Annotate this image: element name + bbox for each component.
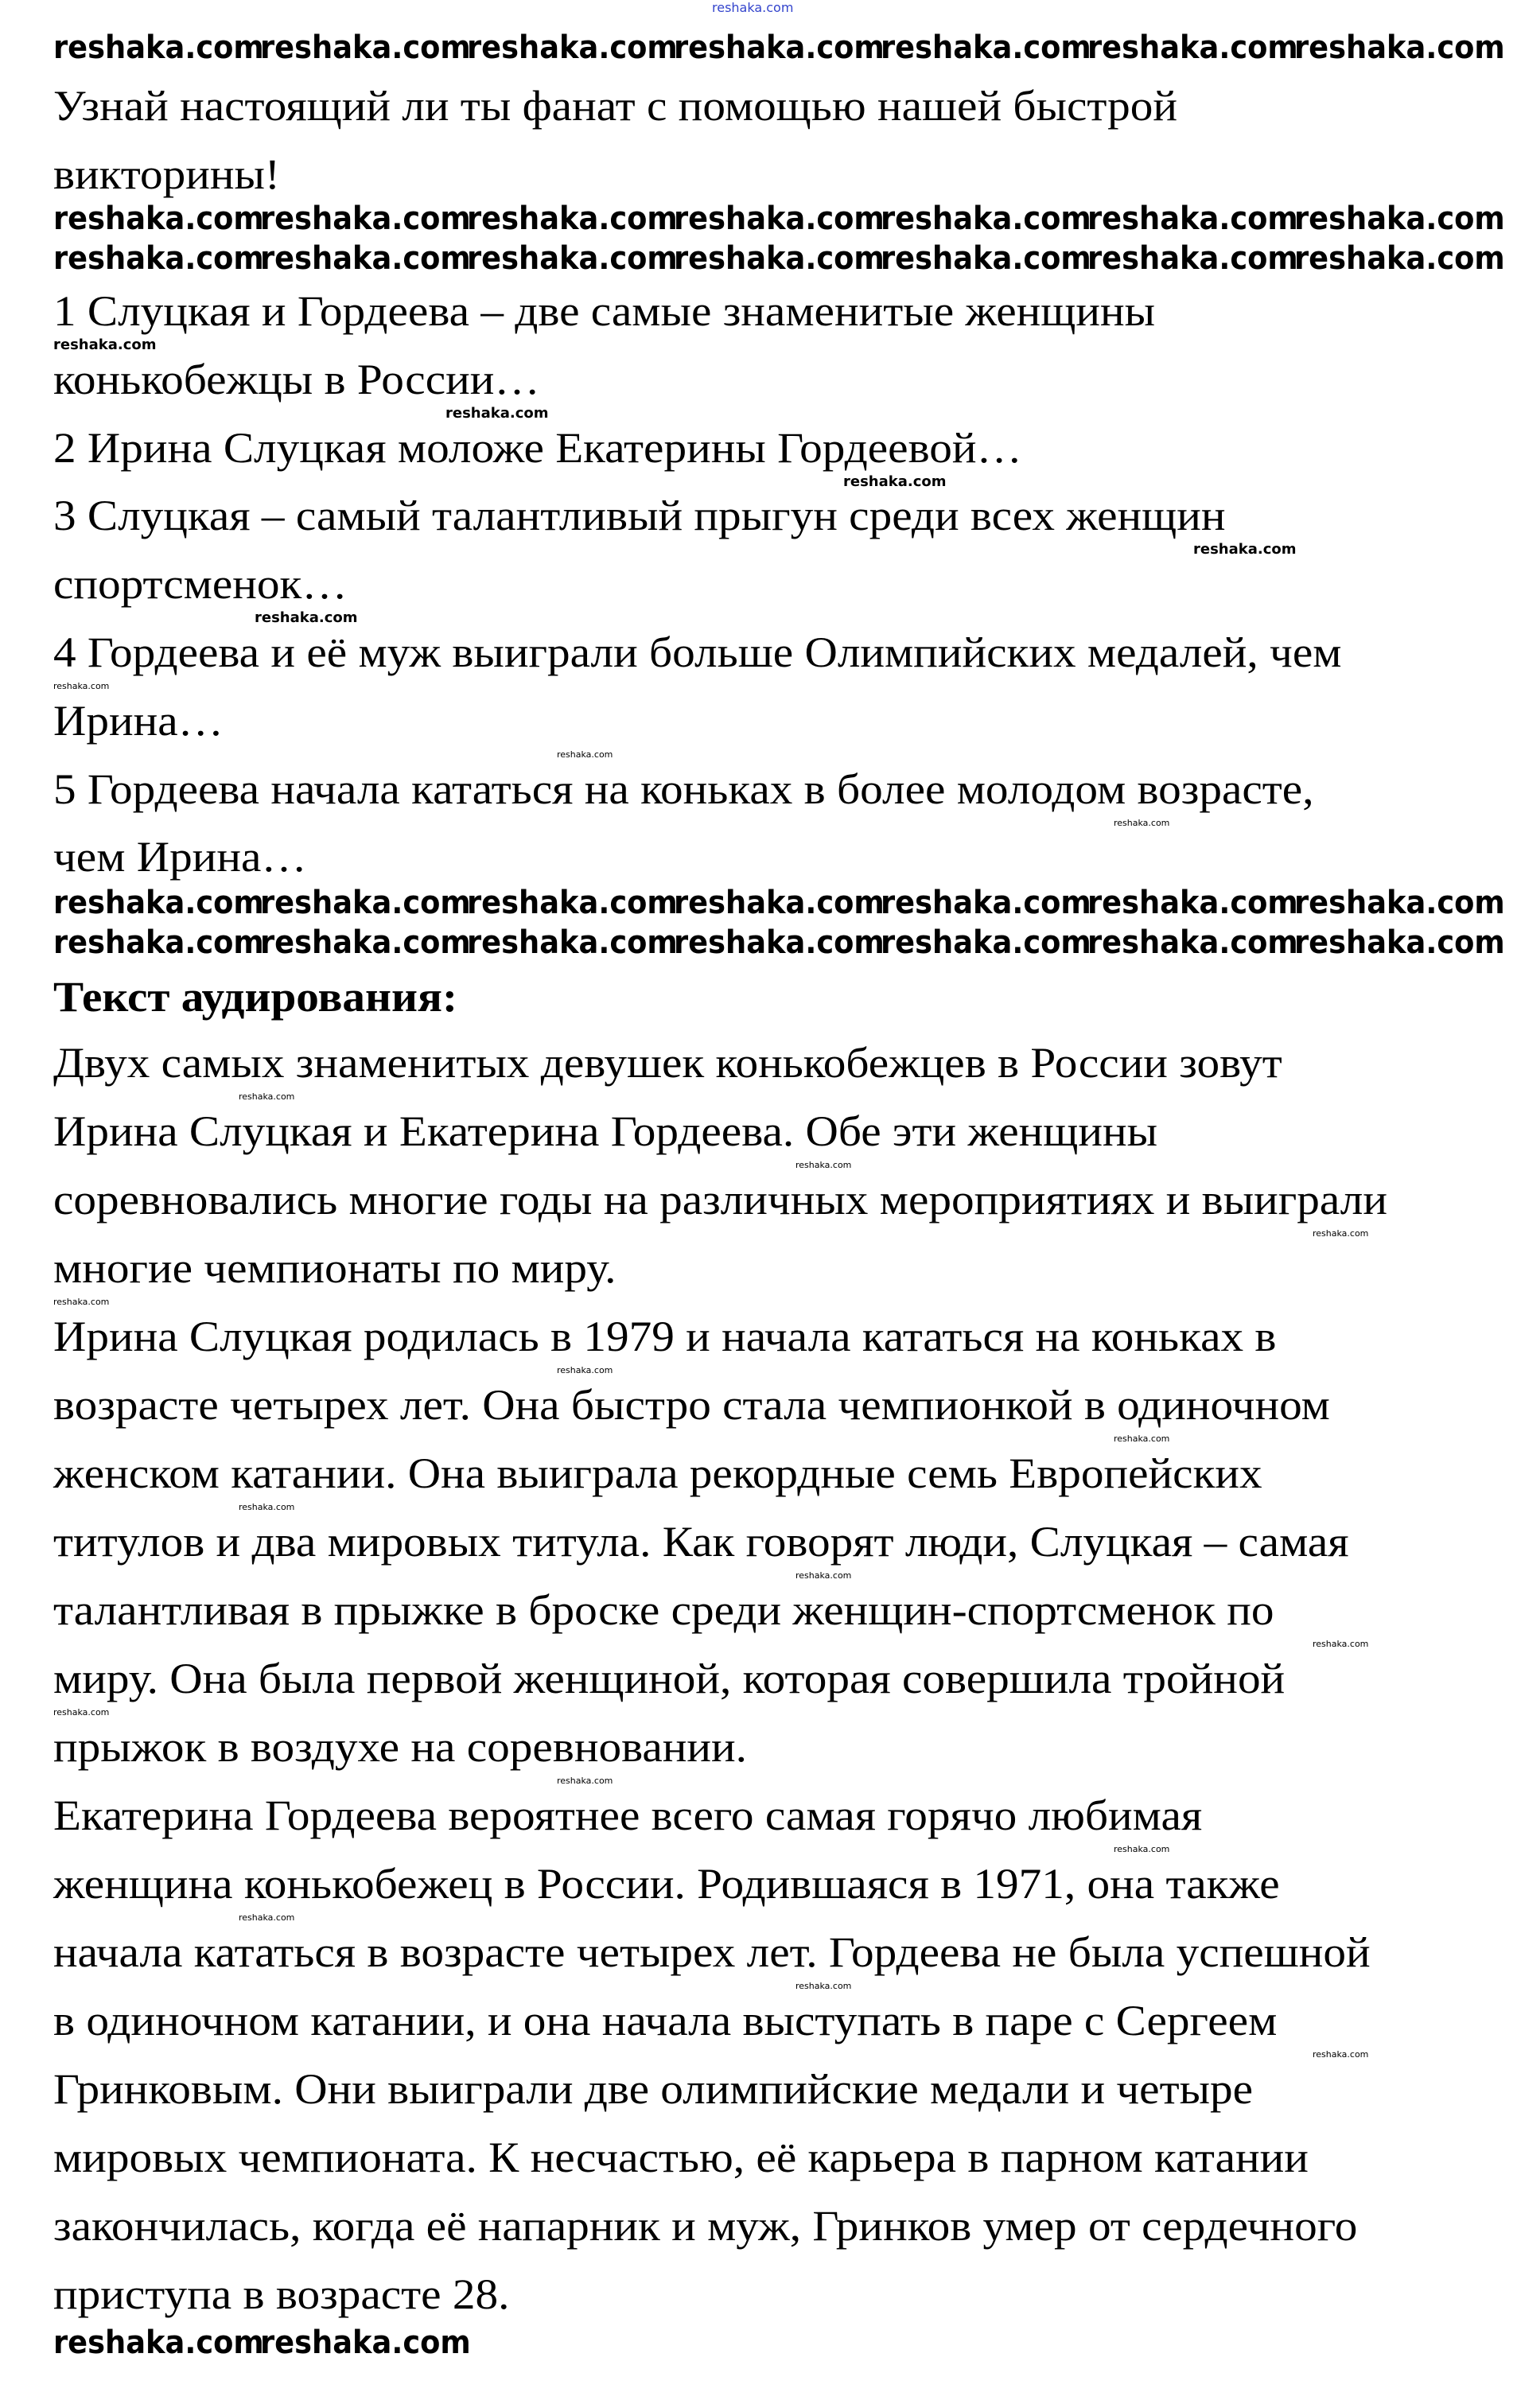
statement-line: 1 Слуцкая и Гордеева – две самые знаменитые женщины — [53, 287, 1156, 335]
watermark-text: reshaka.com — [1114, 1844, 1170, 1854]
watermark-text: reshaka.com — [467, 924, 678, 961]
watermark-text: reshaka.com — [1193, 541, 1297, 558]
watermark-text: reshaka.com — [674, 924, 885, 961]
listening-line: женском катании. Она выиграла рекордные семь Европейских — [53, 1449, 1262, 1497]
intro-line: викторины! — [53, 150, 281, 198]
watermark-text: reshaka.com — [674, 240, 885, 277]
listening-line: прыжок в воздухе на соревновании. — [53, 1723, 747, 1771]
listening-line: многие чемпионаты по миру. — [53, 1244, 617, 1292]
watermark-text: reshaka.com — [53, 1297, 110, 1307]
watermark-text: reshaka.com — [674, 200, 885, 237]
watermark-text: reshaka.com — [881, 924, 1091, 961]
watermark-text: reshaka.com — [53, 924, 264, 961]
watermark-text: reshaka.com — [1294, 29, 1505, 66]
intro-line: Узнай настоящий ли ты фанат с помощью нашей быстрой — [53, 82, 1177, 130]
watermark-text: reshaka.com — [1294, 924, 1505, 961]
watermark-text: reshaka.com — [674, 29, 885, 66]
watermark-text: reshaka.com — [1087, 924, 1298, 961]
watermark-text: reshaka.com — [467, 240, 678, 277]
watermark-text: reshaka.com — [467, 200, 678, 237]
listening-line: возрасте четырех лет. Она быстро стала чемпионкой в одиночном — [53, 1381, 1330, 1429]
statement-line: чем Ирина… — [53, 833, 307, 881]
watermark-text: reshaka.com — [53, 29, 264, 66]
watermark-text: reshaka.com — [1114, 818, 1170, 828]
watermark-text: reshaka.com — [1087, 240, 1298, 277]
watermark-text: reshaka.com — [260, 200, 471, 237]
watermark-text: reshaka.com — [557, 1365, 613, 1375]
watermark-text: reshaka.com — [1313, 1639, 1369, 1649]
watermark-text: reshaka.com — [881, 200, 1091, 237]
watermark-text: reshaka.com — [53, 885, 264, 921]
listening-line: Ирина Слуцкая родилась в 1979 и начала кататься на коньках в — [53, 1313, 1277, 1360]
watermark-text: reshaka.com — [795, 1981, 852, 1991]
listening-line: Гринковым. Они выиграли две олимпийские медали и четыре — [53, 2065, 1254, 2113]
listening-line: миру. Она была первой женщиной, которая совершила тройной — [53, 1655, 1286, 1702]
statement-line: конькобежцы в России… — [53, 356, 540, 403]
watermark-text: reshaka.com — [1313, 1228, 1369, 1239]
header-watermark: reshaka.com — [712, 0, 794, 15]
listening-line: в одиночном катании, и она начала выступать в паре с Сергеем — [53, 1997, 1278, 2044]
statement-line: Ирина… — [53, 697, 224, 745]
watermark-text: reshaka.com — [445, 405, 549, 422]
watermark-text: reshaka.com — [260, 885, 471, 921]
watermark-text: reshaka.com — [260, 2324, 471, 2361]
watermark-text: reshaka.com — [1087, 885, 1298, 921]
watermark-text: reshaka.com — [1313, 2049, 1369, 2060]
statement-line: спортсменок… — [53, 560, 348, 608]
watermark-text: reshaka.com — [239, 1912, 295, 1923]
watermark-text: reshaka.com — [467, 885, 678, 921]
watermark-text: reshaka.com — [467, 29, 678, 66]
watermark-text: reshaka.com — [1294, 240, 1505, 277]
listening-line: соревновались многие годы на различных мероприятиях и выиграли — [53, 1176, 1387, 1223]
watermark-text: reshaka.com — [53, 336, 157, 353]
watermark-text: reshaka.com — [53, 2324, 264, 2361]
watermark-text: reshaka.com — [255, 609, 358, 626]
statement-line: 2 Ирина Слуцкая моложе Екатерины Гордеевой… — [53, 424, 1022, 472]
listening-line: начала кататься в возрасте четырех лет. Гордеева не была успешной — [53, 1928, 1371, 1976]
watermark-text: reshaka.com — [557, 1776, 613, 1786]
watermark-text: reshaka.com — [239, 1502, 295, 1512]
watermark-text: reshaka.com — [795, 1160, 852, 1170]
listening-line: талантливая в прыжке в броске среди женщин-спортсменок по — [53, 1586, 1274, 1634]
watermark-text: reshaka.com — [843, 473, 947, 490]
watermark-text: reshaka.com — [881, 885, 1091, 921]
statement-line: 4 Гордеева и её муж выиграли больше Олимпийских медалей, чем — [53, 628, 1342, 676]
watermark-text: reshaka.com — [260, 29, 471, 66]
statement-line: 5 Гордеева начала кататься на коньках в более молодом возрасте, — [53, 765, 1314, 813]
watermark-text: reshaka.com — [53, 240, 264, 277]
listening-line: Двух самых знаменитых девушек конькобежцев в России зовут — [53, 1039, 1282, 1087]
watermark-text: reshaka.com — [239, 1091, 295, 1102]
watermark-text: reshaka.com — [53, 681, 110, 691]
watermark-text: reshaka.com — [260, 924, 471, 961]
listening-line: приступа в возрасте 28. — [53, 2270, 510, 2318]
listening-line: Ирина Слуцкая и Екатерина Гордеева. Обе эти женщины — [53, 1107, 1158, 1155]
watermark-text: reshaka.com — [881, 240, 1091, 277]
watermark-text: reshaka.com — [1087, 29, 1298, 66]
listening-line: титулов и два мировых титула. Как говорят люди, Слуцкая – самая — [53, 1518, 1349, 1566]
listening-line: Екатерина Гордеева вероятнее всего самая горячо любимая — [53, 1791, 1203, 1839]
watermark-text: reshaka.com — [795, 1570, 852, 1581]
watermark-text: reshaka.com — [53, 1707, 110, 1717]
statement-line: 3 Слуцкая – самый талантливый прыгун среди всех женщин — [53, 492, 1226, 539]
watermark-text: reshaka.com — [1294, 885, 1505, 921]
listening-line: женщина конькобежец в России. Родившаяся в 1971, она также — [53, 1860, 1280, 1908]
watermark-text: reshaka.com — [881, 29, 1091, 66]
watermark-text: reshaka.com — [557, 749, 613, 760]
watermark-text: reshaka.com — [1294, 200, 1505, 237]
listening-line: закончилась, когда её напарник и муж, Гринков умер от сердечного — [53, 2202, 1358, 2250]
watermark-text: reshaka.com — [260, 240, 471, 277]
watermark-text: reshaka.com — [1087, 200, 1298, 237]
watermark-text: reshaka.com — [674, 885, 885, 921]
watermark-text: reshaka.com — [1114, 1434, 1170, 1444]
watermark-text: reshaka.com — [53, 200, 264, 237]
listening-line: мировых чемпионата. К несчастью, её карьера в парном катании — [53, 2134, 1309, 2181]
listening-heading: Текст аудирования: — [53, 973, 458, 1021]
